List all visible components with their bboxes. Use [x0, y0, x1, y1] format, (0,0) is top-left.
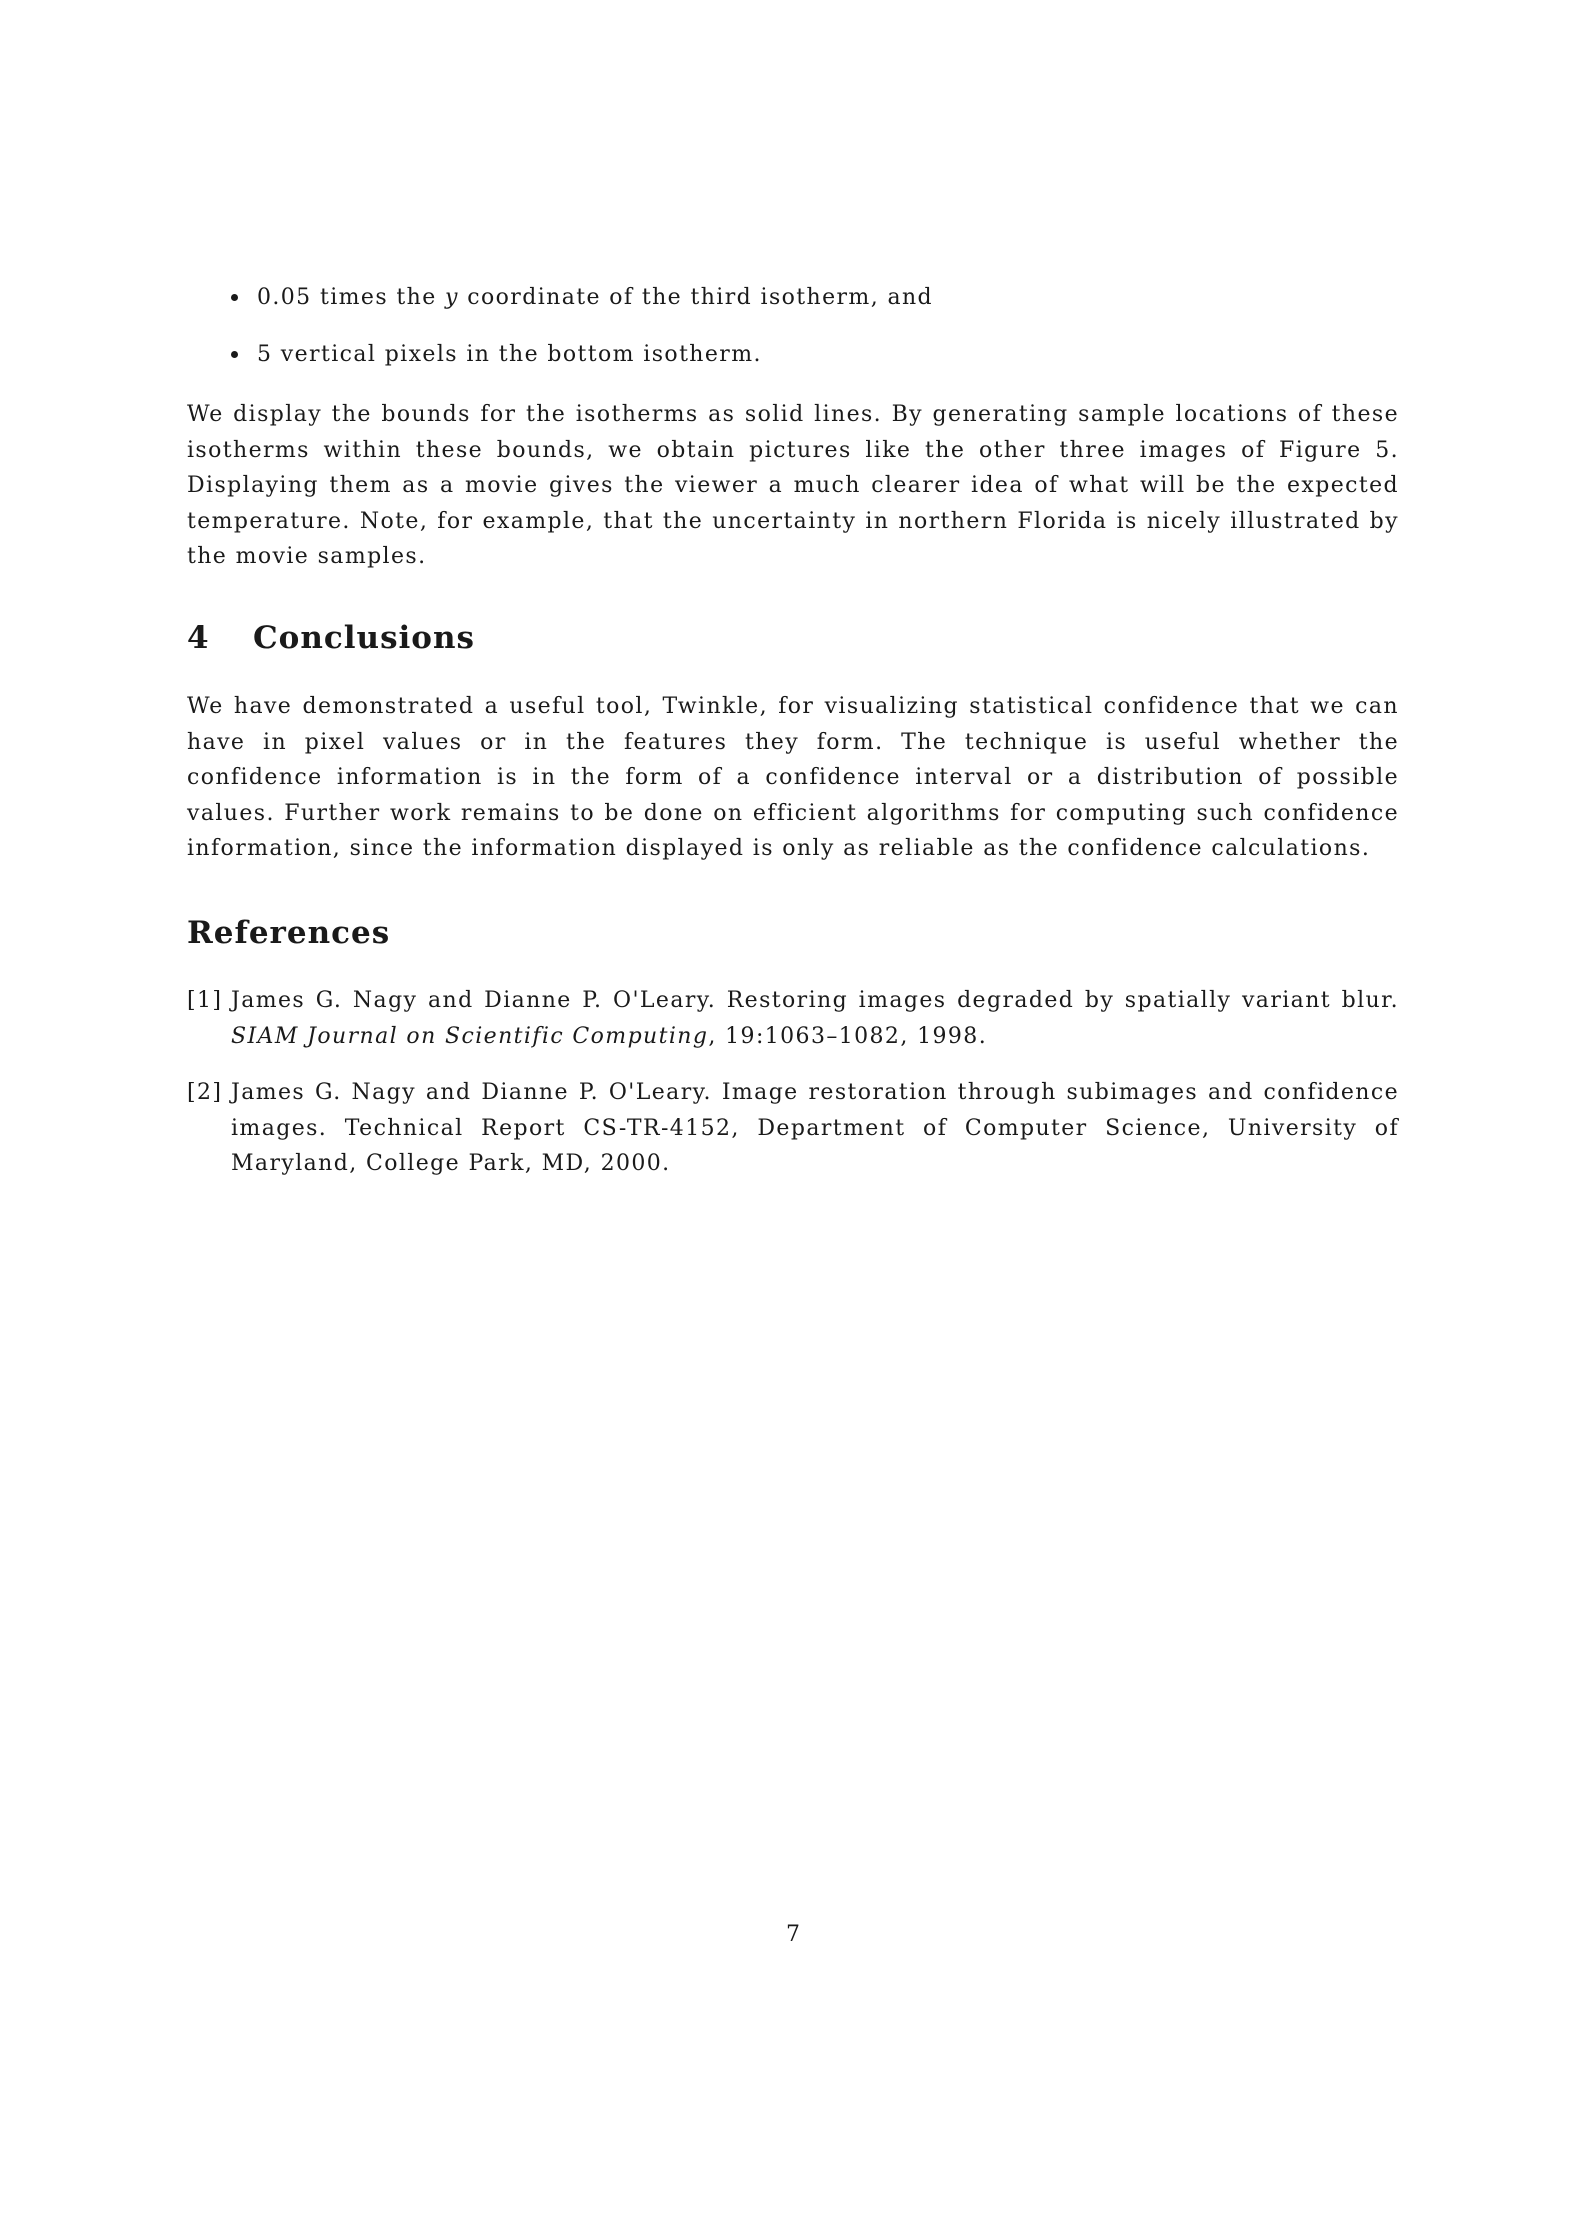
reference-item: [187, 1075, 1399, 1182]
reference-authors-title: James G. Nagy and Dianne P. O'Leary. Restoring images degraded by spatially variant blur.: [231, 988, 1399, 1013]
bullet-text-end: coordinate of the third isotherm, and: [458, 285, 934, 310]
bullet-marker: [231, 351, 238, 358]
bullet-text-start: 0.05 times the: [257, 285, 446, 310]
reference-details: , 19:1063–1082, 1998.: [708, 1023, 988, 1049]
bullet-text: [257, 285, 933, 310]
body-paragraph: We display the bounds for the isotherms as solid lines. By generating sample locations of these isotherms within these bounds, we obtain pictures like the other three images of Figure 5. Displaying them as a movie gives the viewer a much clearer idea of what will be the expected temperature. Note, for example, that the uncertainty in northern Florida is nicely illustrated by the movie samples.: [187, 402, 1399, 569]
reference-list: [187, 983, 1399, 1203]
body-paragraph: We have demonstrated a useful tool, Twinkle, for visualizing statistical confidence that we can have in pixel values or in the features they form. The technique is useful whether the confidence information is in the form of a confidence interval or a distribution of possible values. Further work remains to be done on efficient algorithms for computing such confidence information, since the information displayed is only as reliable as the confidence calculations.: [187, 694, 1399, 861]
bullet-item: [187, 337, 1399, 394]
reference-label: [1]: [187, 988, 223, 1013]
reference-item: [187, 983, 1399, 1054]
math-variable: y: [445, 285, 459, 310]
section-title: Conclusions: [253, 620, 475, 656]
bullet-marker: [231, 294, 238, 301]
reference-venue: SIAM Journal on Scientific Computing: [231, 1023, 709, 1049]
reference-body: [231, 988, 1399, 1049]
section-number: 4: [187, 620, 210, 656]
document-page: [187, 0, 1399, 2240]
bullet-item: [187, 280, 1399, 337]
bullet-list: [187, 280, 1399, 394]
reference-body: James G. Nagy and Dianne P. O'Leary. Image restoration through subimages and confidence images. Technical Report CS-TR-4152, Department of Computer Science, University of Maryland, College Park, MD, 2000.: [231, 1080, 1399, 1176]
reference-label: [2]: [187, 1080, 223, 1105]
page-number: 7: [786, 1922, 800, 1947]
bullet-text: 5 vertical pixels in the bottom isotherm.: [257, 342, 762, 367]
references-heading: References: [187, 915, 391, 951]
section-heading: [187, 620, 475, 656]
